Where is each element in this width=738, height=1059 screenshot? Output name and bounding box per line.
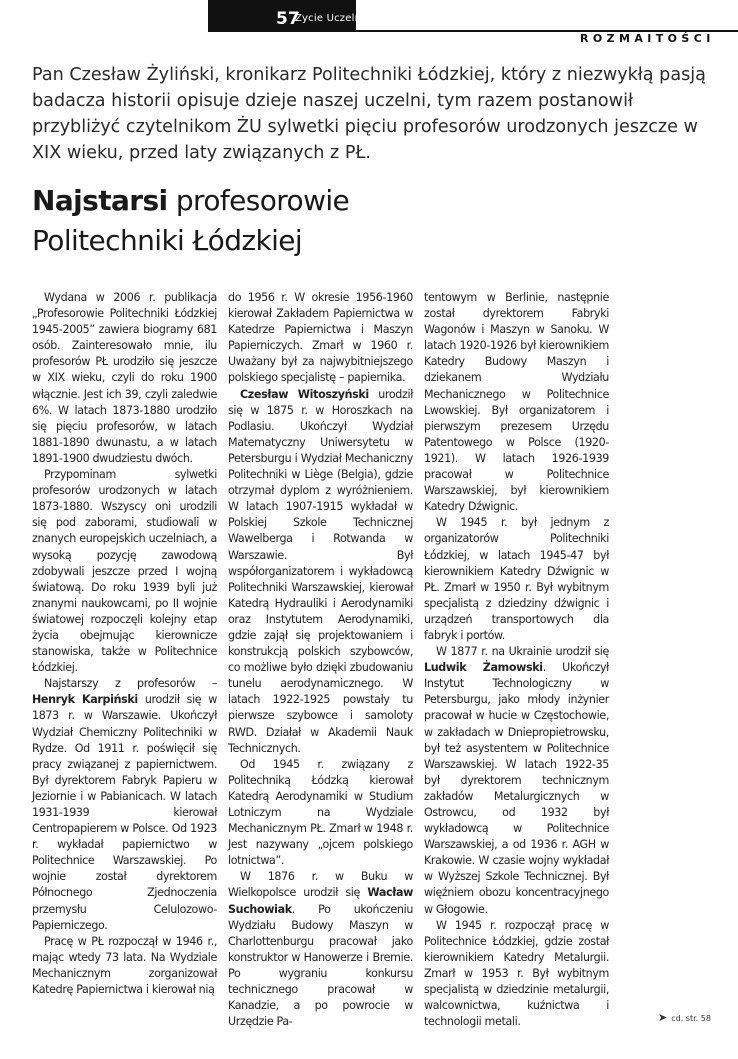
paragraph (228, 869, 413, 1030)
title-rest: profesorowie (167, 184, 350, 217)
section-label: ROZMAITOŚCI (580, 32, 715, 45)
person-name: Czesław Witoszyński (240, 387, 369, 401)
lead-paragraph: Pan Czesław Żyliński, kronikarz Politechniki Łódzkiej, który z niezwykłą pasją badacza historii opisuje dzieje naszej uczelni, tym razem postanowił przybliżyć czytelnikom ŻU sylwetki pięciu profesorów urodzonych jeszcze w XIX wieku, przed laty związanych z PŁ. (32, 65, 706, 163)
continued-label: cd. str. 58 (671, 1014, 711, 1023)
arrow-right-icon: ➤ (658, 1011, 668, 1024)
article-title (32, 181, 712, 261)
paragraph (228, 387, 413, 757)
paragraph: W 1945 r. był jednym z organizatorów Politechniki Łódzkiej, w latach 1945-47 był kierownikiem Katedry Dźwignic w PŁ. Zmarł w 1950 r. Był wybitnym specjalistą z dziedziny dźwignic i urządzeń transportowych dla fabryk i portów. (424, 516, 609, 642)
paragraph: Od 1945 r. związany z Politechniką Łódzką kierował Katedrą Aerodynamiki w Studium Lotniczym na Wydziale Mechanicznym PŁ. Zmarł w 1948 r. Jest nazywany „ojcem polskiego lotnictwa”. (228, 757, 413, 868)
column-3 (424, 290, 609, 1030)
person-name: Wacław Suchowiak (228, 886, 413, 916)
text-run: Najstarszy z profesorów – (44, 677, 217, 691)
column-1 (32, 290, 217, 998)
title-line2: Politechniki Łódzkiej (32, 224, 303, 257)
text-run: W 1876 r. w Buku w Wielkopolsce urodził się (228, 870, 413, 900)
person-name: Ludwik Żamowski (424, 661, 543, 675)
page-header (208, 0, 738, 32)
paragraph: W 1945 r. rozpoczął pracę w Politechnice Łódzkiej, gdzie został kierownikiem Katedry Metalurgii. Zmarł w 1953 r. Był wybitnym specjalistą w dziedzinie metalurgii, walcownictwa, kuźnictwa i technologii metali. (424, 918, 609, 1029)
text-run: urodził się w 1875 r. w Horoszkach na Podlasiu. Ukończył Wydział Matematyczny Uniwersytetu w Petersburgu i Wydział Mechaniczny Politechniki w Liège (Belgia), gdzie otrzymał dyplom z wyróżnieniem. W latach 1907-1915 wykładał w Polskiej Szkole Technicznej Wawelberga i Rotwanda w Warszawie. Był współorganizatorem i wykładowcą Politechniki Warszawskiej, kierował Katedrą Hydrauliki i Aerodynamiki oraz Instytutem Aerodynamiki, gdzie zajął się projektowaniem i konstrukcją polskich szybowców, co możliwe było dzięki zbudowaniu tunelu aerodynamicznego. W latach 1922-1925 powstały tu pierwsze szybowce i samoloty RWD. Działał w Akademii Nauk Technicznych. (228, 387, 414, 755)
title-bold: Najstarsi (32, 184, 168, 217)
paragraph: Pracę w PŁ rozpoczął w 1946 r., mając wtedy 73 lata. Na Wydziale Mechanicznym zorganizował Katedrę Papiernictwa i kierował nią (32, 934, 217, 997)
article-body (32, 290, 710, 1029)
paragraph (32, 676, 217, 934)
paragraph (424, 644, 609, 918)
text-run: . Ukończył Instytut Technologiczny w Petersburgu, jako młody inżynier pracował w hucie w Częstochowie, w zakładach w Dniepropietrowsku, był też asystentem w Politechnice Warszawskiej. W latach 1922-35 był dyrektorem technicznym zakładów Metalurgicznych w Ostrowcu, od 1932 był wykładowcą w Politechnice Warszawskiej, a od 1936 r. AGH w Krakowie. W czasie wojny wykładał w Wyższej Szkole Technicznej. Był więźniem obozu koncentracyjnego w Głogowie. (424, 661, 609, 916)
paragraph: do 1956 r. W okresie 1956-1960 kierował Zakładem Papiernictwa w Katedrze Papiernictwa i Maszyn Papierniczych. Zmarł w 1960 r. Uważany był za najwybitniejszego polskiego specjalistę – papiernika. (228, 291, 413, 385)
text-run: . Po ukończeniu Wydziału Budowy Maszyn w Charlottenburgu pracował jako konstruktor w Hanowerze i Bremie. Po wygraniu konkursu technicznego pracował w Kanadzie, a po powrocie w Urzędzie Pa- (228, 902, 413, 1029)
person-name: Henryk Karpiński (32, 693, 138, 707)
paragraph: tentowym w Berlinie, następnie został dyrektorem Fabryki Wagonów i Maszyn w Sanoku. W latach 1920-1926 był kierownikiem Katedry Budowy Maszyn i dziekanem Wydziału Mechanicznego w Politechnice Lwowskiej. Był organizatorem i pierwszym prezesem Urzędu Patentowego w Polsce (1920-1921). W latach 1926-1939 pracował w Politechnice Warszawskiej, był kierownikiem Katedry Dźwignic. (424, 291, 609, 514)
continuation-note (658, 1011, 711, 1024)
text-run: W 1877 r. na Ukrainie urodził się (436, 645, 609, 659)
paragraph: Przypominam sylwetki profesorów urodzonych w latach 1873-1880. Wszyscy oni urodzili się pod zaborami, studiowali w znanych europejskich uczelniach, a wysoką pozycję zawodową zdobywali jeszcze przed I wojną światową. Do roku 1939 byli już znanymi naukowcami, po II wojnie światowej rozpoczęli kolejny etap życia obejmując kierownicze stanowiska, także w Politechnice Łódzkiej. (32, 468, 217, 675)
column-2 (228, 290, 413, 1030)
paragraph: Wydana w 2006 r. publikacja „Profesorowie Politechniki Łódzkiej 1945-2005” zawiera biogramy 681 osób. Zainteresowało mnie, ilu profesorów PŁ urodziło się jeszcze w XIX wieku, czyli do roku 1900 włącznie. Jest ich 39, czyli zaledwie 6%. W latach 1873-1880 urodziło się pięciu profesorów, w latach 1881-1890 dwunastu, a w latach 1891-1900 dwudziestu dwóch. (32, 291, 217, 465)
issue-label: Życie Uczelni 3/2011 (295, 13, 404, 24)
text-run: urodził się w 1873 r. w Warszawie. Ukończył Wydział Chemiczny Politechniki w Rydze. Od 1911 r. poświęcił się pracy związanej z papiernictwem. Był dyrektorem Fabryk Papieru w Jeziornie i w Pabianicach. W latach 1931-1939 kierował Centropapierem w Polsce. Od 1923 r. wykładał papiernictwo w Politechnice Warszawskiej. Po wojnie został dyrektorem Północnego Zjednoczenia przemysłu Celulozowo-Papierniczego. (32, 693, 217, 932)
page-number: 57 (276, 9, 300, 29)
